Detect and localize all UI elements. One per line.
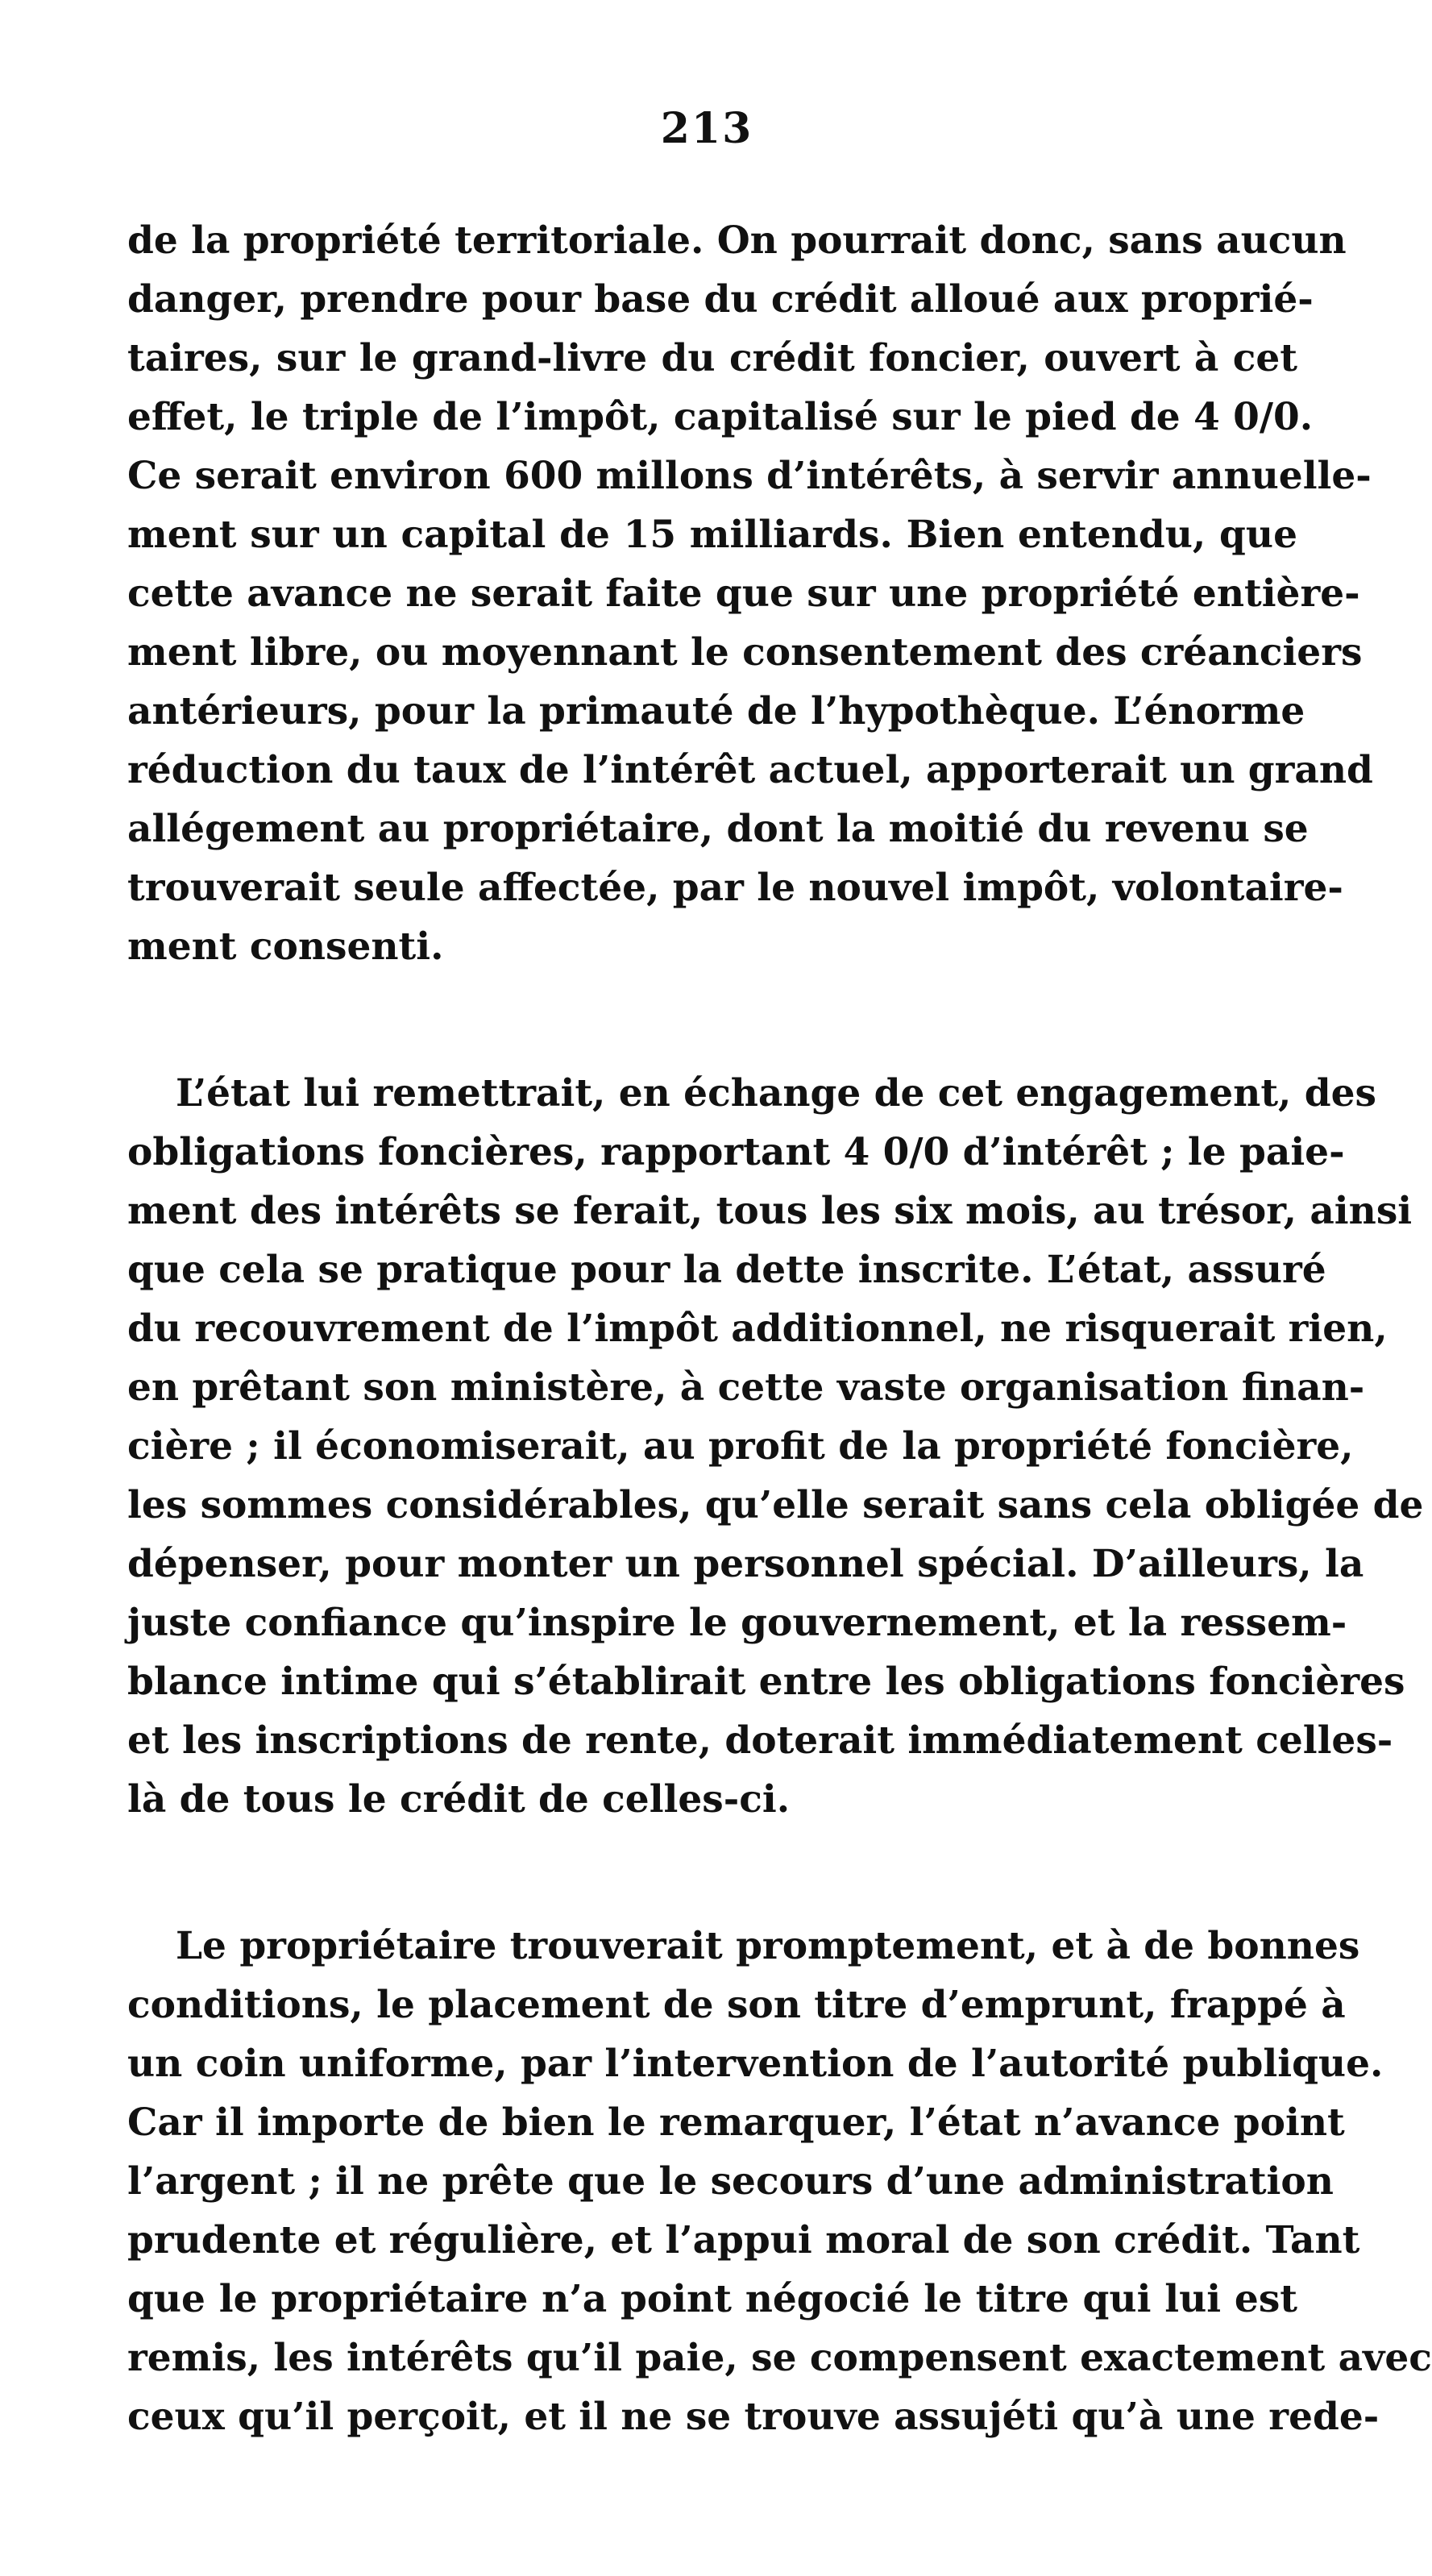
text-line: blance intime qui s’établirait entre les obligations foncières (127, 1660, 1405, 1704)
text-line: que cela se pratique pour la dette inscrite. L’état, assuré (127, 1248, 1326, 1292)
text-line: que le propriétaire n’a point négocié le titre qui lui est (127, 2277, 1297, 2321)
text-line: effet, le triple de l’impôt, capitalisé sur le pied de 4 0/0. (127, 395, 1314, 439)
paragraph-1 (127, 211, 1373, 976)
text-line: antérieurs, pour la primauté de l’hypothèque. L’énorme (127, 689, 1305, 733)
text-line: obligations foncières, rapportant 4 0/0 d’intérêt ; le paie- (127, 1130, 1345, 1174)
text-line: prudente et régulière, et l’appui moral de son crédit. Tant (127, 2218, 1360, 2262)
text-line: L’état lui remettrait, en échange de cet engagement, des (176, 1071, 1376, 1116)
text-line: taires, sur le grand-livre du crédit foncier, ouvert à cet (127, 336, 1297, 380)
text-line: ment sur un capital de 15 milliards. Bien entendu, que (127, 513, 1297, 557)
text-line: trouverait seule affectée, par le nouvel impôt, volontaire- (127, 866, 1343, 910)
text-line: cette avance ne serait faite que sur une propriété entière- (127, 571, 1360, 616)
text-line: dépenser, pour monter un personnel spécial. D’ailleurs, la (127, 1542, 1364, 1586)
text-line: Ce serait environ 600 millons d’intérêts, à servir annuelle- (127, 454, 1372, 498)
text-line: du recouvrement de l’impôt additionnel, ne risquerait rien, (127, 1307, 1388, 1351)
text-line: conditions, le placement de son titre d’emprunt, frappé à (127, 1983, 1346, 2027)
text-line: de la propriété territoriale. On pourrait donc, sans aucun (127, 218, 1347, 263)
text-line: danger, prendre pour base du crédit alloué aux proprié- (127, 277, 1314, 322)
text-line: ment consenti. (127, 924, 444, 969)
text-line: les sommes considérables, qu’elle serait sans cela obligée de (127, 1483, 1424, 1527)
text-line: ceux qu’il perçoit, et il ne se trouve assujéti qu’à une rede- (127, 2395, 1380, 2439)
text-line: réduction du taux de l’intérêt actuel, apporterait un grand (127, 748, 1373, 792)
text-line: cière ; il économiserait, au profit de la propriété foncière, (127, 1424, 1354, 1469)
text-line: Le propriétaire trouverait promptement, et à de bonnes (176, 1924, 1360, 1968)
text-line: ment des intérêts se ferait, tous les six mois, au trésor, ainsi (127, 1189, 1413, 1233)
paragraph-2 (127, 1064, 1424, 1829)
paragraph-3 (127, 1917, 1432, 2446)
text-line: Car il importe de bien le remarquer, l’état n’avance point (127, 2100, 1345, 2145)
text-line: juste confiance qu’inspire le gouvernement, et la ressem- (127, 1601, 1347, 1645)
text-line: un coin uniforme, par l’intervention de l’autorité publique. (127, 2042, 1384, 2086)
text-line: et les inscriptions de rente, doterait immédiatement celles- (127, 1718, 1393, 1763)
text-line: allégement au propriétaire, dont la moitié du revenu se (127, 807, 1309, 851)
text-line: là de tous le crédit de celles-ci. (127, 1777, 791, 1822)
text-line: en prêtant son ministère, à cette vaste organisation finan- (127, 1365, 1365, 1410)
text-line: ment libre, ou moyennant le consentement des créanciers (127, 630, 1363, 675)
text-line: l’argent ; il ne prête que le secours d’une administration (127, 2159, 1334, 2204)
text-line: remis, les intérêts qu’il paie, se compensent exactement avec (127, 2336, 1432, 2380)
page-number: 213 (660, 104, 753, 153)
